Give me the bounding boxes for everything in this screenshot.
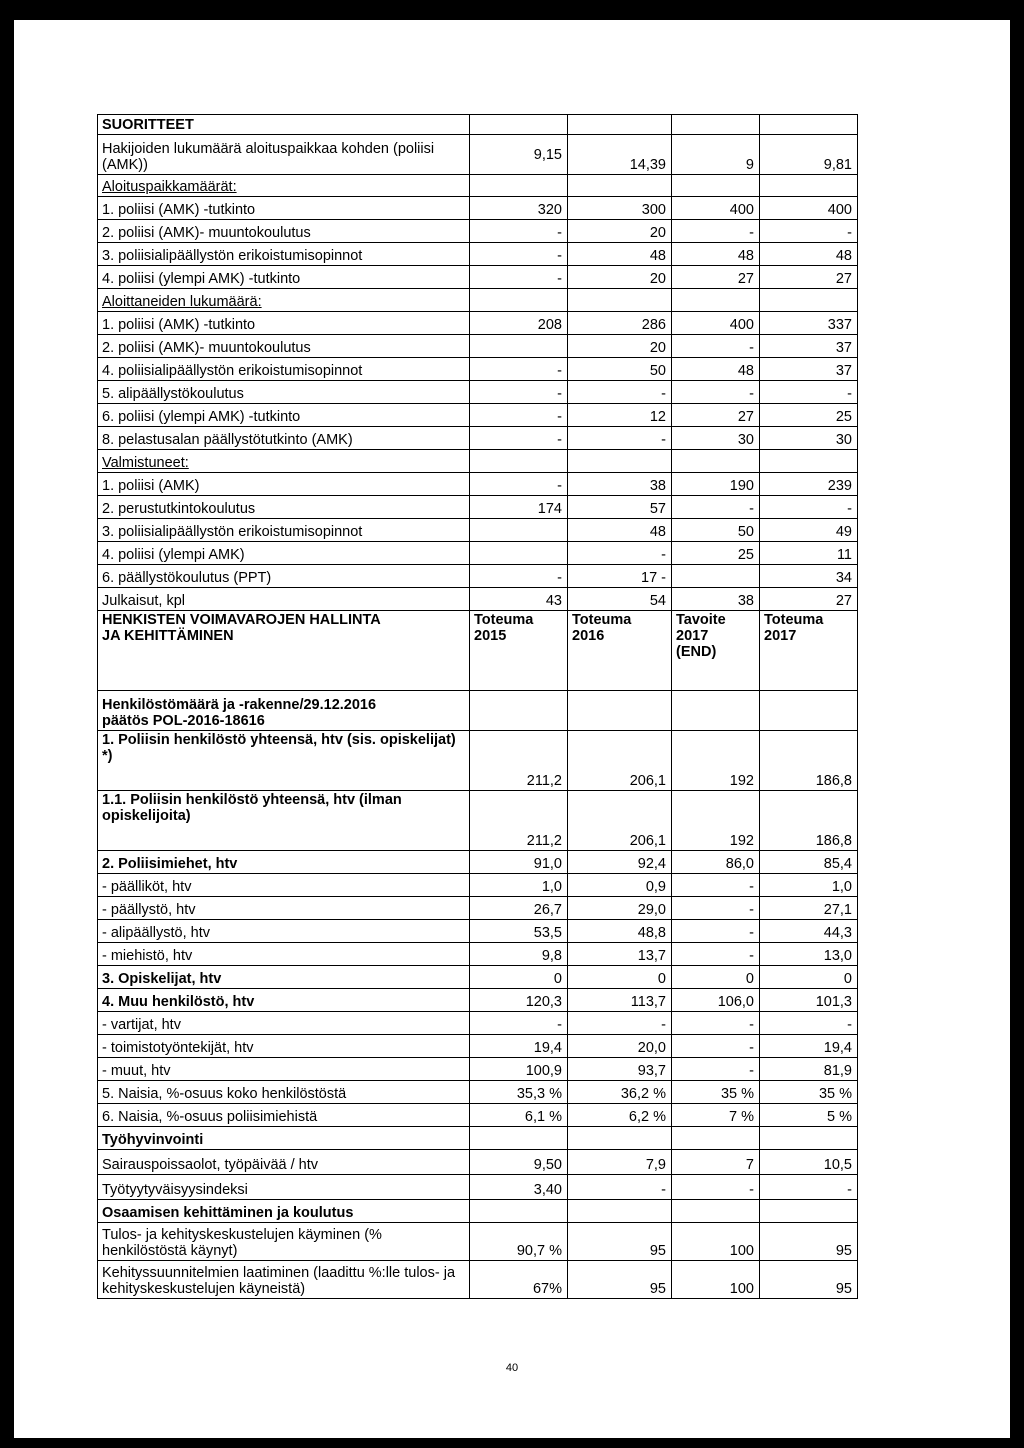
table-row [98, 243, 858, 266]
value-cell: 1,0 [760, 874, 858, 897]
value-cell [470, 542, 568, 565]
value-cell: 192 [672, 731, 760, 791]
empty-cell [760, 289, 858, 312]
value-cell: 91,0 [470, 851, 568, 874]
value-cell: 95 [760, 1261, 858, 1299]
value-cell: 20 [568, 266, 672, 289]
value-cell: 9 [672, 135, 760, 175]
value-cell: - [568, 542, 672, 565]
value-cell: 7 % [672, 1104, 760, 1127]
table-row [98, 404, 858, 427]
page-number: 40 [505, 1362, 519, 1374]
table-row [98, 791, 858, 851]
value-cell: - [470, 1012, 568, 1035]
section-label: Aloittaneiden lukumäärä: [98, 289, 470, 312]
empty-cell [470, 1127, 568, 1150]
row-label: - päällystö, htv [98, 897, 470, 920]
row-label: 4. Muu henkilöstö, htv [98, 989, 470, 1012]
empty-cell [470, 450, 568, 473]
row-label: - muut, htv [98, 1058, 470, 1081]
value-cell: 95 [568, 1261, 672, 1299]
value-cell: 0,9 [568, 874, 672, 897]
value-cell: - [672, 943, 760, 966]
value-cell: - [760, 220, 858, 243]
table-row [98, 1104, 858, 1127]
row-label: 6. Naisia, %-osuus poliisimiehistä [98, 1104, 470, 1127]
value-cell: 6,1 % [470, 1104, 568, 1127]
row-label: 5. Naisia, %-osuus koko henkilöstöstä [98, 1081, 470, 1104]
value-cell: 286 [568, 312, 672, 335]
value-cell: 11 [760, 542, 858, 565]
row-label: 1. poliisi (AMK) -tutkinto [98, 312, 470, 335]
value-cell: - [672, 1035, 760, 1058]
column-header [760, 611, 858, 691]
value-cell: 192 [672, 791, 760, 851]
value-cell: 239 [760, 473, 858, 496]
value-cell: 26,7 [470, 897, 568, 920]
column-header [672, 611, 760, 691]
empty-cell [470, 1200, 568, 1223]
table-row [98, 266, 858, 289]
value-cell: 400 [760, 197, 858, 220]
section-label: SUORITTEET [98, 115, 470, 135]
table-row [98, 1223, 858, 1261]
value-cell: 300 [568, 197, 672, 220]
value-cell: - [672, 874, 760, 897]
empty-cell [470, 115, 568, 135]
value-cell: 48 [568, 519, 672, 542]
value-cell: 0 [568, 966, 672, 989]
value-cell: - [672, 496, 760, 519]
value-cell: 320 [470, 197, 568, 220]
value-cell: 186,8 [760, 731, 858, 791]
value-cell: 0 [760, 966, 858, 989]
value-cell: 35 % [672, 1081, 760, 1104]
column-header-line: 2016 [572, 628, 605, 644]
value-cell: 25 [760, 404, 858, 427]
table-row [98, 1035, 858, 1058]
row-label: 3. poliisialipäällystön erikoistumisopinnot [98, 519, 470, 542]
report-table [97, 114, 858, 1299]
table-row [98, 943, 858, 966]
value-cell: - [470, 404, 568, 427]
column-header-line: 2017 [676, 628, 709, 644]
value-cell: 37 [760, 335, 858, 358]
column-header-line: Toteuma [764, 612, 824, 628]
value-cell: 9,50 [470, 1150, 568, 1175]
value-cell: 20,0 [568, 1035, 672, 1058]
value-cell: 38 [568, 473, 672, 496]
value-cell: 35,3 % [470, 1081, 568, 1104]
section-label-row [98, 1127, 858, 1150]
table-row [98, 1081, 858, 1104]
table-row [98, 1012, 858, 1035]
empty-cell [672, 175, 760, 197]
value-cell: 113,7 [568, 989, 672, 1012]
table-row [98, 197, 858, 220]
value-cell: 35 % [760, 1081, 858, 1104]
value-cell: 27 [672, 404, 760, 427]
empty-cell [672, 115, 760, 135]
section-header-row [98, 611, 858, 691]
value-cell: 10,5 [760, 1150, 858, 1175]
empty-cell [568, 289, 672, 312]
value-cell: 95 [568, 1223, 672, 1261]
row-label: 2. perustutkintokoulutus [98, 496, 470, 519]
value-cell: 57 [568, 496, 672, 519]
value-cell [470, 519, 568, 542]
empty-cell [672, 1200, 760, 1223]
table-row [98, 565, 858, 588]
report-table-body [98, 115, 858, 1299]
row-label: Julkaisut, kpl [98, 588, 470, 611]
value-cell: 67% [470, 1261, 568, 1299]
row-label: 1.1. Poliisin henkilöstö yhteensä, htv (ilman opiskelijoita) [98, 791, 470, 851]
section-title-line: JA KEHITTÄMINEN [102, 628, 234, 644]
value-cell: 92,4 [568, 851, 672, 874]
value-cell: 48 [760, 243, 858, 266]
row-label: 2. poliisi (AMK)- muuntokoulutus [98, 335, 470, 358]
row-label: 6. poliisi (ylempi AMK) -tutkinto [98, 404, 470, 427]
value-cell: 100 [672, 1223, 760, 1261]
column-header-line: 2017 [764, 628, 797, 644]
column-header [470, 611, 568, 691]
value-cell: 0 [470, 966, 568, 989]
empty-cell [760, 450, 858, 473]
empty-cell [568, 175, 672, 197]
value-cell: 19,4 [760, 1035, 858, 1058]
column-header-line: (END) [676, 644, 717, 660]
value-cell: 400 [672, 197, 760, 220]
value-cell: 211,2 [470, 731, 568, 791]
value-cell: 48 [672, 358, 760, 381]
table-row [98, 920, 858, 943]
value-cell: 48 [672, 243, 760, 266]
table-row [98, 335, 858, 358]
value-cell: 13,7 [568, 943, 672, 966]
value-cell: 1,0 [470, 874, 568, 897]
empty-cell [568, 115, 672, 135]
section-label: Työhyvinvointi [98, 1127, 470, 1150]
row-label: 6. päällystökoulutus (PPT) [98, 565, 470, 588]
empty-cell [760, 691, 858, 731]
value-cell: - [760, 1175, 858, 1200]
value-cell: 53,5 [470, 920, 568, 943]
value-cell: 400 [672, 312, 760, 335]
row-label: 2. poliisi (AMK)- muuntokoulutus [98, 220, 470, 243]
value-cell: 106,0 [672, 989, 760, 1012]
section-label [98, 691, 470, 731]
value-cell: 27 [760, 266, 858, 289]
value-cell: - [568, 427, 672, 450]
row-label: Kehityssuunnitelmien laatiminen (laadittu %:lle tulos- ja kehityskeskustelujen käyneistä) [98, 1261, 470, 1299]
empty-cell [470, 289, 568, 312]
empty-cell [672, 1127, 760, 1150]
value-cell: 100 [672, 1261, 760, 1299]
value-cell: 54 [568, 588, 672, 611]
value-cell: 14,39 [568, 135, 672, 175]
value-cell: - [470, 243, 568, 266]
row-label: - toimistotyöntekijät, htv [98, 1035, 470, 1058]
value-cell: 20 [568, 220, 672, 243]
value-cell: 37 [760, 358, 858, 381]
value-cell: 36,2 % [568, 1081, 672, 1104]
value-cell: 90,7 % [470, 1223, 568, 1261]
label-line: päätös POL-2016-18616 [102, 713, 265, 729]
table-row [98, 966, 858, 989]
row-label: 1. poliisi (AMK) [98, 473, 470, 496]
value-cell: 43 [470, 588, 568, 611]
row-label: Työtyytyväisyysindeksi [98, 1175, 470, 1200]
value-cell: 17 - [568, 565, 672, 588]
row-label: 3. poliisialipäällystön erikoistumisopinnot [98, 243, 470, 266]
value-cell: 7 [672, 1150, 760, 1175]
column-header-line: Tavoite [676, 612, 726, 628]
empty-cell [760, 175, 858, 197]
value-cell: - [672, 381, 760, 404]
section-label: Osaamisen kehittäminen ja koulutus [98, 1200, 470, 1223]
row-label: 4. poliisi (ylempi AMK) -tutkinto [98, 266, 470, 289]
row-label: - alipäällystö, htv [98, 920, 470, 943]
section-label-row [98, 289, 858, 312]
section-label: Aloituspaikkamäärät: [98, 175, 470, 197]
value-cell: - [470, 381, 568, 404]
table-row [98, 519, 858, 542]
value-cell: 20 [568, 335, 672, 358]
empty-cell [568, 1127, 672, 1150]
value-cell: 49 [760, 519, 858, 542]
column-header-line: Toteuma [572, 612, 632, 628]
value-cell: 27 [672, 266, 760, 289]
value-cell: 34 [760, 565, 858, 588]
value-cell: 93,7 [568, 1058, 672, 1081]
value-cell: 50 [672, 519, 760, 542]
empty-cell [568, 450, 672, 473]
value-cell: 30 [672, 427, 760, 450]
value-cell: - [470, 473, 568, 496]
value-cell: 38 [672, 588, 760, 611]
column-header-line: 2015 [474, 628, 507, 644]
value-cell: - [470, 358, 568, 381]
value-cell: - [672, 1012, 760, 1035]
value-cell: 30 [760, 427, 858, 450]
row-label: 2. Poliisimiehet, htv [98, 851, 470, 874]
value-cell: 206,1 [568, 731, 672, 791]
value-cell: - [672, 335, 760, 358]
section-label-row [98, 1200, 858, 1223]
row-label: - vartijat, htv [98, 1012, 470, 1035]
table-row [98, 1261, 858, 1299]
empty-cell [470, 175, 568, 197]
table-row [98, 989, 858, 1012]
row-label: 8. pelastusalan päällystötutkinto (AMK) [98, 427, 470, 450]
value-cell [672, 565, 760, 588]
value-cell: 29,0 [568, 897, 672, 920]
table-row [98, 496, 858, 519]
value-cell: - [672, 220, 760, 243]
value-cell: - [568, 381, 672, 404]
empty-cell [760, 115, 858, 135]
value-cell: - [672, 1175, 760, 1200]
value-cell: - [470, 565, 568, 588]
value-cell: 186,8 [760, 791, 858, 851]
row-label: 4. poliisialipäällystön erikoistumisopinnot [98, 358, 470, 381]
table-row [98, 897, 858, 920]
value-cell: - [760, 496, 858, 519]
section-title-line: HENKISTEN VOIMAVAROJEN HALLINTA [102, 612, 381, 628]
value-cell: 9,15 [470, 135, 568, 175]
table-row [98, 427, 858, 450]
table-row [98, 135, 858, 175]
value-cell: 48,8 [568, 920, 672, 943]
value-cell: 12 [568, 404, 672, 427]
value-cell: - [470, 266, 568, 289]
value-cell [470, 335, 568, 358]
value-cell: 27 [760, 588, 858, 611]
table-row [98, 851, 858, 874]
value-cell: 100,9 [470, 1058, 568, 1081]
row-label: 3. Opiskelijat, htv [98, 966, 470, 989]
value-cell: 86,0 [672, 851, 760, 874]
value-cell: 5 % [760, 1104, 858, 1127]
row-label: Tulos- ja kehityskeskustelujen käyminen (% henkilöstöstä käynyt) [98, 1223, 470, 1261]
table-row [98, 874, 858, 897]
empty-cell [760, 1127, 858, 1150]
section-title [98, 611, 470, 691]
value-cell: 81,9 [760, 1058, 858, 1081]
value-cell: 0 [672, 966, 760, 989]
table-row [98, 542, 858, 565]
value-cell: 208 [470, 312, 568, 335]
value-cell: - [470, 427, 568, 450]
table-row [98, 731, 858, 791]
table-row [98, 1058, 858, 1081]
empty-cell [470, 691, 568, 731]
value-cell: - [568, 1175, 672, 1200]
value-cell: 190 [672, 473, 760, 496]
empty-cell [672, 450, 760, 473]
table-row [98, 588, 858, 611]
empty-cell [568, 1200, 672, 1223]
row-label: Hakijoiden lukumäärä aloituspaikkaa kohden (poliisi (AMK)) [98, 135, 470, 175]
section-label-row [98, 691, 858, 731]
column-header [568, 611, 672, 691]
table-row [98, 1175, 858, 1200]
value-cell: 44,3 [760, 920, 858, 943]
row-label: 1. poliisi (AMK) -tutkinto [98, 197, 470, 220]
empty-cell [568, 691, 672, 731]
value-cell: - [672, 1058, 760, 1081]
value-cell: - [760, 1012, 858, 1035]
table-row [98, 358, 858, 381]
section-label-row [98, 115, 858, 135]
value-cell: 19,4 [470, 1035, 568, 1058]
value-cell: - [672, 920, 760, 943]
table-row [98, 473, 858, 496]
value-cell: 9,81 [760, 135, 858, 175]
value-cell: 7,9 [568, 1150, 672, 1175]
value-cell: 13,0 [760, 943, 858, 966]
section-label: Valmistuneet: [98, 450, 470, 473]
column-header-line: Toteuma [474, 612, 534, 628]
table-row [98, 312, 858, 335]
value-cell: - [568, 1012, 672, 1035]
label-line: Henkilöstömäärä ja -rakenne/29.12.2016 [102, 697, 377, 713]
value-cell: 337 [760, 312, 858, 335]
value-cell: - [470, 220, 568, 243]
value-cell: 3,40 [470, 1175, 568, 1200]
value-cell: 85,4 [760, 851, 858, 874]
row-label: Sairauspoissaolot, työpäivää / htv [98, 1150, 470, 1175]
value-cell: 95 [760, 1223, 858, 1261]
value-cell: 120,3 [470, 989, 568, 1012]
value-cell: 6,2 % [568, 1104, 672, 1127]
empty-cell [672, 691, 760, 731]
row-label: - päälliköt, htv [98, 874, 470, 897]
value-cell: - [672, 897, 760, 920]
value-cell: 48 [568, 243, 672, 266]
section-label-row [98, 175, 858, 197]
row-label: 5. alipäällystökoulutus [98, 381, 470, 404]
row-label: - miehistö, htv [98, 943, 470, 966]
value-cell: 211,2 [470, 791, 568, 851]
empty-cell [672, 289, 760, 312]
value-cell: 206,1 [568, 791, 672, 851]
empty-cell [760, 1200, 858, 1223]
table-row [98, 381, 858, 404]
row-label: 4. poliisi (ylempi AMK) [98, 542, 470, 565]
value-cell: - [760, 381, 858, 404]
row-label: 1. Poliisin henkilöstö yhteensä, htv (sis. opiskelijat) *) [98, 731, 470, 791]
value-cell: 27,1 [760, 897, 858, 920]
value-cell: 25 [672, 542, 760, 565]
value-cell: 101,3 [760, 989, 858, 1012]
value-cell: 174 [470, 496, 568, 519]
table-row [98, 1150, 858, 1175]
section-label-row [98, 450, 858, 473]
value-cell: 50 [568, 358, 672, 381]
table-row [98, 220, 858, 243]
value-cell: 9,8 [470, 943, 568, 966]
